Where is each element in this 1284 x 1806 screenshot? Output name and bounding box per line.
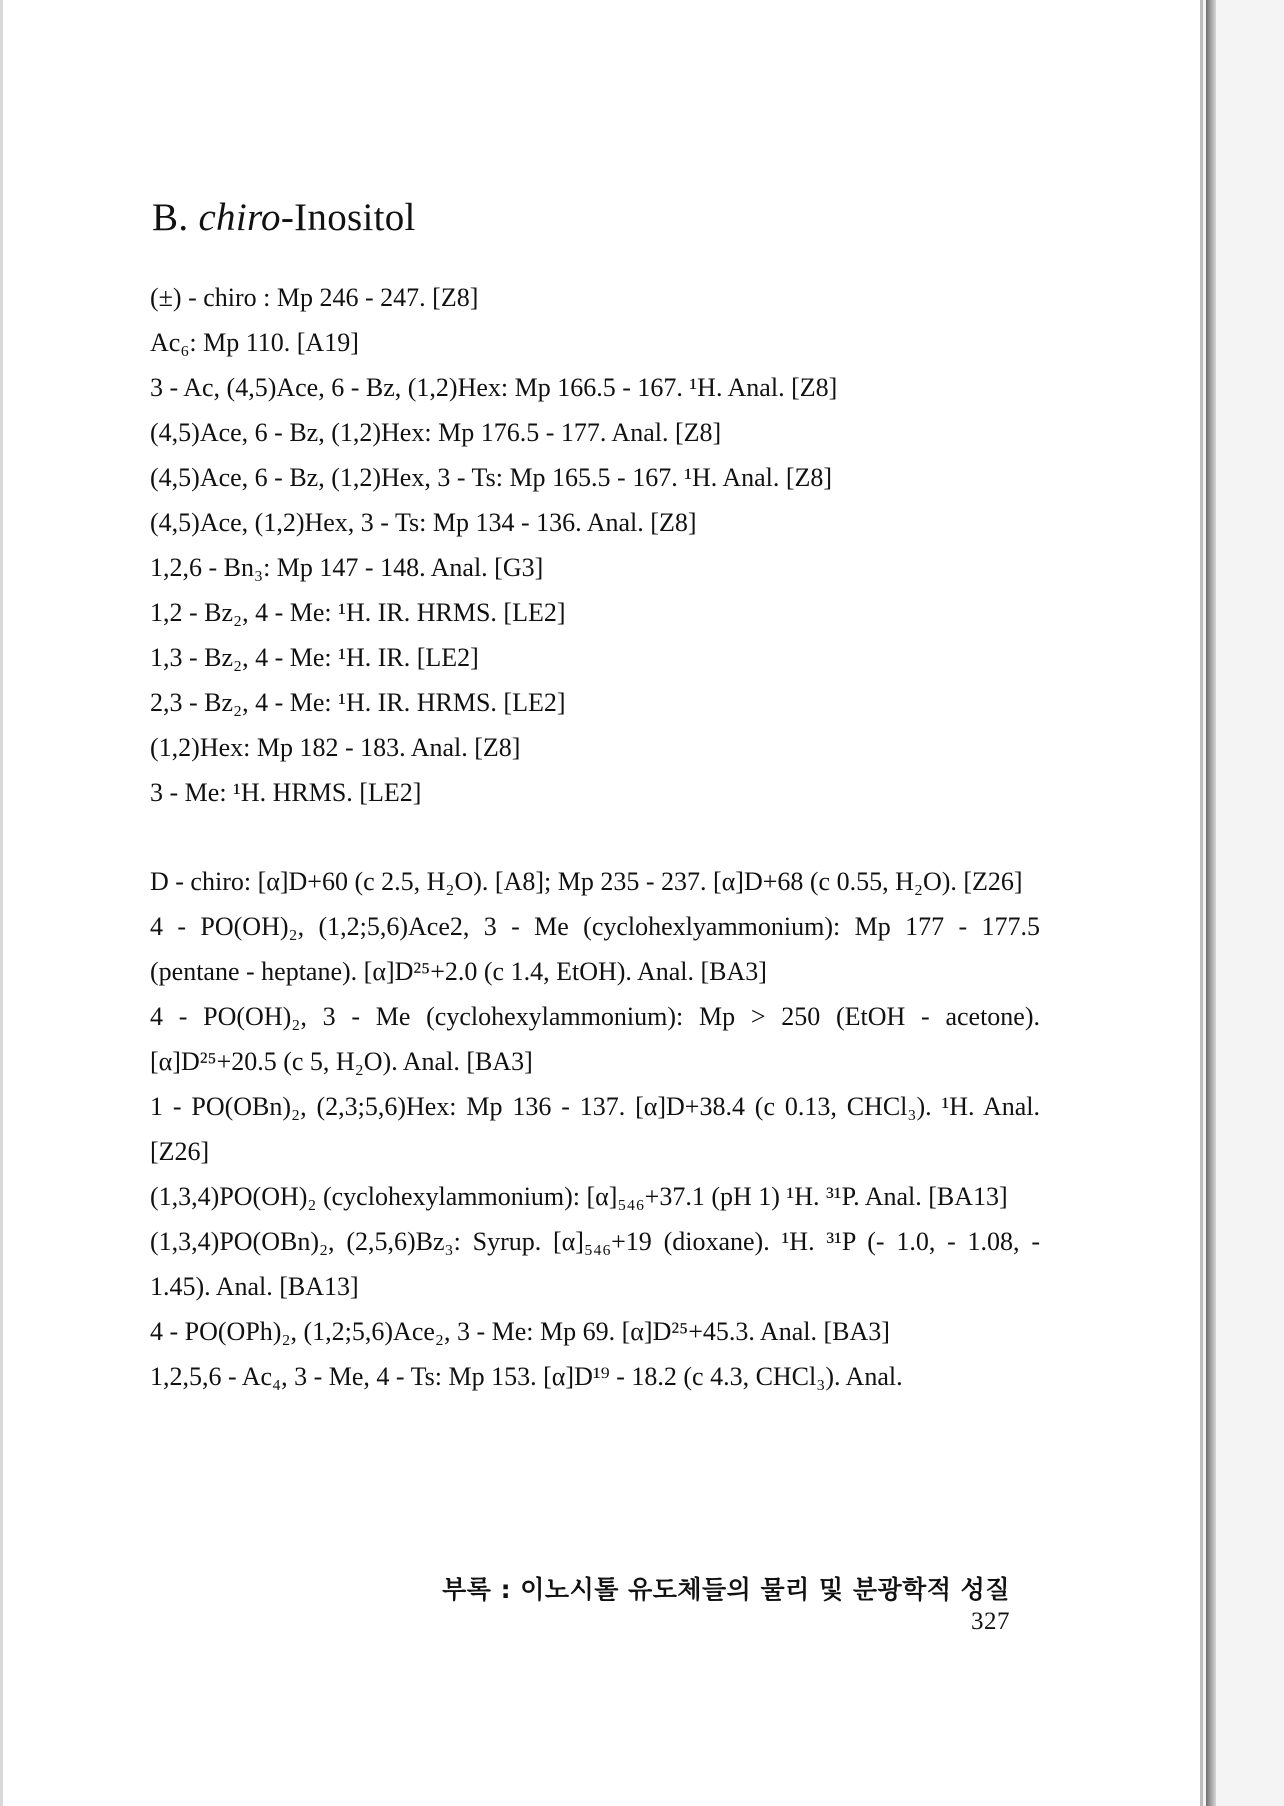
entry: 3 - Ac, (4,5)Ace, 6 - Bz, (1,2)Hex: Mp 166.5 - 167. ¹H. Anal. [Z8] (150, 373, 838, 402)
racemic-entries (150, 275, 1040, 815)
entry: (±) - chiro : Mp 246 - 247. [Z8] (150, 283, 479, 312)
entry: 1,2,5,6 - Ac₄, 3 - Me, 4 - Ts: Mp 153. [α]D¹⁹ - 18.2 (c 4.3, CHCl₃). Anal. (150, 1362, 903, 1391)
entry: (1,3,4)PO(OBn)₂, (2,5,6)Bz₃: Syrup. [α]₅₄₆+19 (dioxane). ¹H. ³¹P (- 1.0, - 1.08, - 1.45). Anal. [BA13] (150, 1227, 1040, 1301)
section-title-italic: chiro (198, 196, 281, 239)
entry: (4,5)Ace, 6 - Bz, (1,2)Hex, 3 - Ts: Mp 165.5 - 167. ¹H. Anal. [Z8] (150, 463, 833, 492)
entry: 1,2 - Bz₂, 4 - Me: ¹H. IR. HRMS. [LE2] (150, 598, 566, 627)
footer-text: 부록 : 이노시톨 유도체들의 물리 및 분광학적 성질 (442, 1575, 1010, 1604)
entry: (1,3,4)PO(OH)₂ (cyclohexylammonium): [α]₅₄₆+37.1 (pH 1) ¹H. ³¹P. Anal. [BA13] (150, 1182, 1008, 1211)
entry: D - chiro: [α]D+60 (c 2.5, H₂O). [A8]; Mp 235 - 237. [α]D+68 (c 0.55, H₂O). [Z26] (150, 867, 1023, 896)
section-title-rest: -Inositol (280, 196, 416, 239)
entry: 4 - PO(OPh)₂, (1,2;5,6)Ace₂, 3 - Me: Mp 69. [α]D²⁵+45.3. Anal. [BA3] (150, 1317, 890, 1346)
entry: Ac₆: Mp 110. [A19] (150, 328, 359, 357)
entry: 1 - PO(OBn)₂, (2,3;5,6)Hex: Mp 136 - 137. [α]D+38.4 (c 0.13, CHCl₃). ¹H. Anal. [Z26] (150, 1092, 1040, 1166)
entry: (4,5)Ace, 6 - Bz, (1,2)Hex: Mp 176.5 - 177. Anal. [Z8] (150, 418, 722, 447)
section-title (152, 195, 416, 240)
entry: 4 - PO(OH)₂, 3 - Me (cyclohexylammonium): Mp > 250 (EtOH - acetone). [α]D²⁵+20.5 (c 5, H₂O). Anal. [BA3] (150, 1002, 1040, 1076)
entry: 3 - Me: ¹H. HRMS. [LE2] (150, 778, 422, 807)
entry: (1,2)Hex: Mp 182 - 183. Anal. [Z8] (150, 733, 521, 762)
running-footer (430, 1570, 1010, 1636)
page-edge (1206, 0, 1216, 1806)
section-letter: B. (152, 196, 189, 239)
d-chiro-entries (150, 859, 1040, 1399)
entry: (4,5)Ace, (1,2)Hex, 3 - Ts: Mp 134 - 136. Anal. [Z8] (150, 508, 697, 537)
entry: 4 - PO(OH)₂, (1,2;5,6)Ace2, 3 - Me (cyclohexlyammonium): Mp 177 - 177.5 (pentane - heptane). [α]D²⁵+2.0 (c 1.4, EtOH). Anal. [BA3] (150, 912, 1040, 986)
page-number: 327 (971, 1608, 1010, 1635)
entry: 2,3 - Bz₂, 4 - Me: ¹H. IR. HRMS. [LE2] (150, 688, 566, 717)
entry: 1,2,6 - Bn₃: Mp 147 - 148. Anal. [G3] (150, 553, 544, 582)
entry: 1,3 - Bz₂, 4 - Me: ¹H. IR. [LE2] (150, 643, 479, 672)
